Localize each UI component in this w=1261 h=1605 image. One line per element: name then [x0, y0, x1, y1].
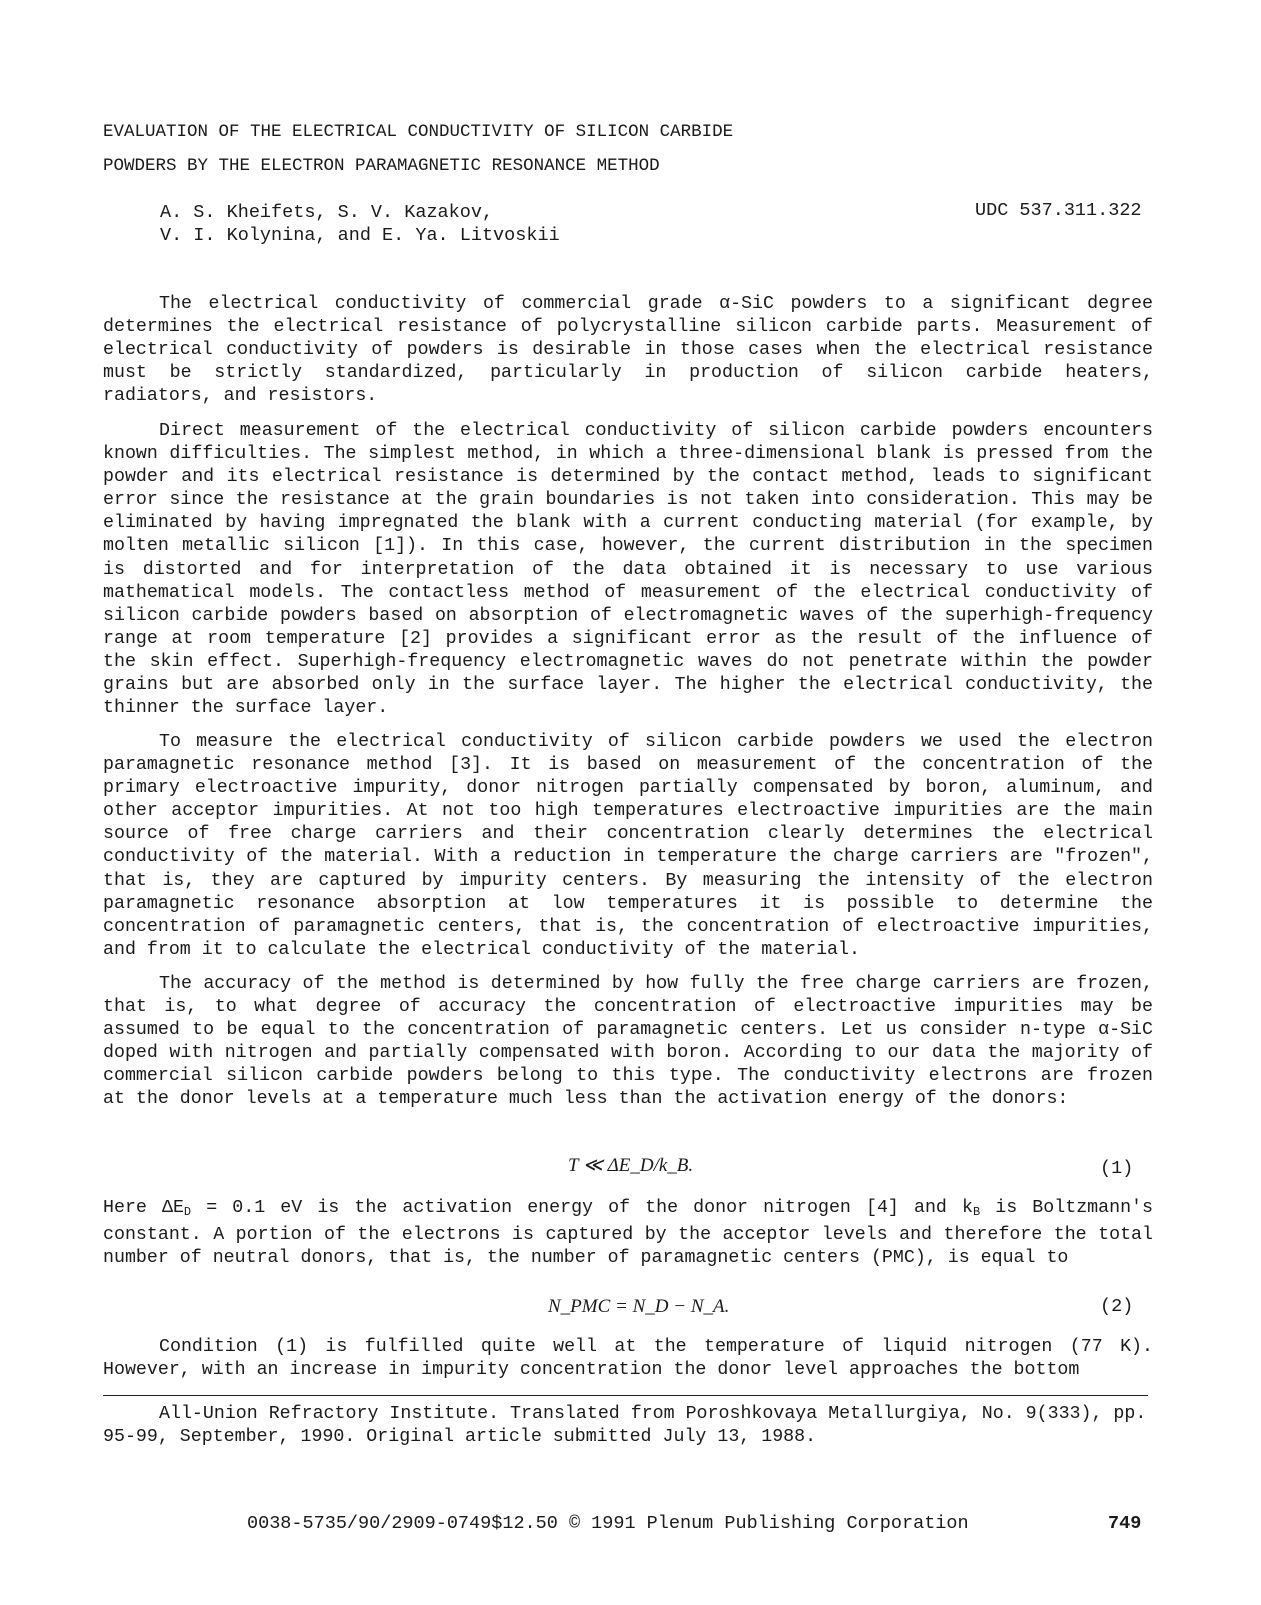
title-line-2: POWDERS BY THE ELECTRON PARAMAGNETIC RESONANCE METHOD [103, 156, 660, 176]
subscript-b: B [972, 1205, 981, 1219]
equation-1 [568, 1154, 693, 1177]
footnote: All-Union Refractory Institute. Translated from Poroshkovaya Metallurgiya, No. 9(333), pp. 95-99, September, 1990. Original article submitted July 13, 1988. [103, 1404, 1147, 1448]
equation-1-text: T ≪ ΔE_D/k_B. [568, 1155, 694, 1176]
equation-2-text: N_PMC = N_D − N_A. [548, 1296, 730, 1317]
paragraph-1: The electrical conductivity of commercial grade α-SiC powders to a significant degree determines the electrical resistance of polycrystalline silicon carbide parts. Measurement of electrical conductivity of powders is desirable in those cases when the electrical resistance must be strictly standardized, particularly in production of silicon carbide heaters, radiators, and resistors. [103, 294, 1153, 407]
publisher-code: 0038-5735/90/2909-0749$12.50 © 1991 Plenum Publishing Corporation [247, 1513, 969, 1534]
paragraph-5-part-c: is Boltzmann's constant. A portion of the electrons is captured by the acceptor levels and therefore the total number of neutral donors, that is, the number of paramagnetic centers (PMC), is equal to [103, 1198, 1153, 1269]
equation-1-number: (1) [1100, 1158, 1134, 1179]
udc-code: UDC 537.311.322 [975, 200, 1142, 221]
footnote-divider [103, 1395, 1148, 1396]
paragraph-5 [103, 1197, 1153, 1270]
paragraph-4: The accuracy of the method is determined by how fully the free charge carriers are frozen, that is, to what degree of accuracy the concentration of electroactive impurities may be assumed to be equal to the concentration of paramagnetic centers. Let us consider n-type α-SiC doped with nitrogen and partially compensated with boron. According to our data the majority of commercial silicon carbide powders belong to this type. The conductivity electrons are frozen at the donor levels at a temperature much less than the activation energy of the donors: [103, 974, 1153, 1110]
authors-line-2: V. I. Kolynina, and E. Ya. Litvoskii [160, 225, 560, 246]
authors-line-1: A. S. Kheifets, S. V. Kazakov, [160, 202, 494, 223]
page-number: 749 [1108, 1513, 1142, 1534]
subscript-d: D [183, 1205, 192, 1219]
equation-2-number: (2) [1100, 1296, 1134, 1317]
paragraph-5-part-a: Here ΔE [103, 1198, 184, 1218]
paragraph-2: Direct measurement of the electrical conductivity of silicon carbide powders encounters known difficulties. The simplest method, in which a three-dimensional blank is pressed from the powder and its electrical resistance is determined by the contact method, leads to significant error since the resistance at the grain boundaries is not taken into consideration. This may be eliminated by having impregnated the blank with a current conducting material (for example, by molten metallic silicon [1]). In this case, however, the current distribution in the specimen is distorted and for interpretation of the data obtained it is necessary to use various mathematical models. The contactless method of measurement of the electrical conductivity of silicon carbide powders based on absorption of electromagnetic waves of the superhigh-frequency range at room temperature [2] provides a significant error as the result of the influence of the skin effect. Superhigh-frequency electromagnetic waves do not penetrate within the powder grains but are absorbed only in the surface layer. The higher the electrical conductivity, the thinner the surface layer. [103, 421, 1153, 719]
paragraph-5-part-b: = 0.1 eV is the activation energy of the donor nitrogen [4] and k [191, 1198, 973, 1218]
paragraph-3: To measure the electrical conductivity of silicon carbide powders we used the electron paramagnetic resonance method [3]. It is based on measurement of the concentration of the primary electroactive impurity, donor nitrogen partially compensated by boron, aluminum, and other acceptor impurities. At not too high temperatures electroactive impurities are the main source of free charge carriers and their concentration clearly determines the electrical conductivity of the material. With a reduction in temperature the charge carriers are "frozen", that is, they are captured by impurity centers. By measuring the intensity of the electron paramagnetic resonance absorption at low temperatures it is possible to determine the concentration of paramagnetic centers, that is, the concentration of electroactive impurities, and from it to calculate the electrical conductivity of the material. [103, 732, 1153, 960]
equation-2 [548, 1296, 729, 1318]
paragraph-6: Condition (1) is fulfilled quite well at the temperature of liquid nitrogen (77 K). However, with an increase in impurity concentration the donor level approaches the bottom [103, 1337, 1153, 1381]
title-line-1: EVALUATION OF THE ELECTRICAL CONDUCTIVITY OF SILICON CARBIDE [103, 122, 734, 142]
